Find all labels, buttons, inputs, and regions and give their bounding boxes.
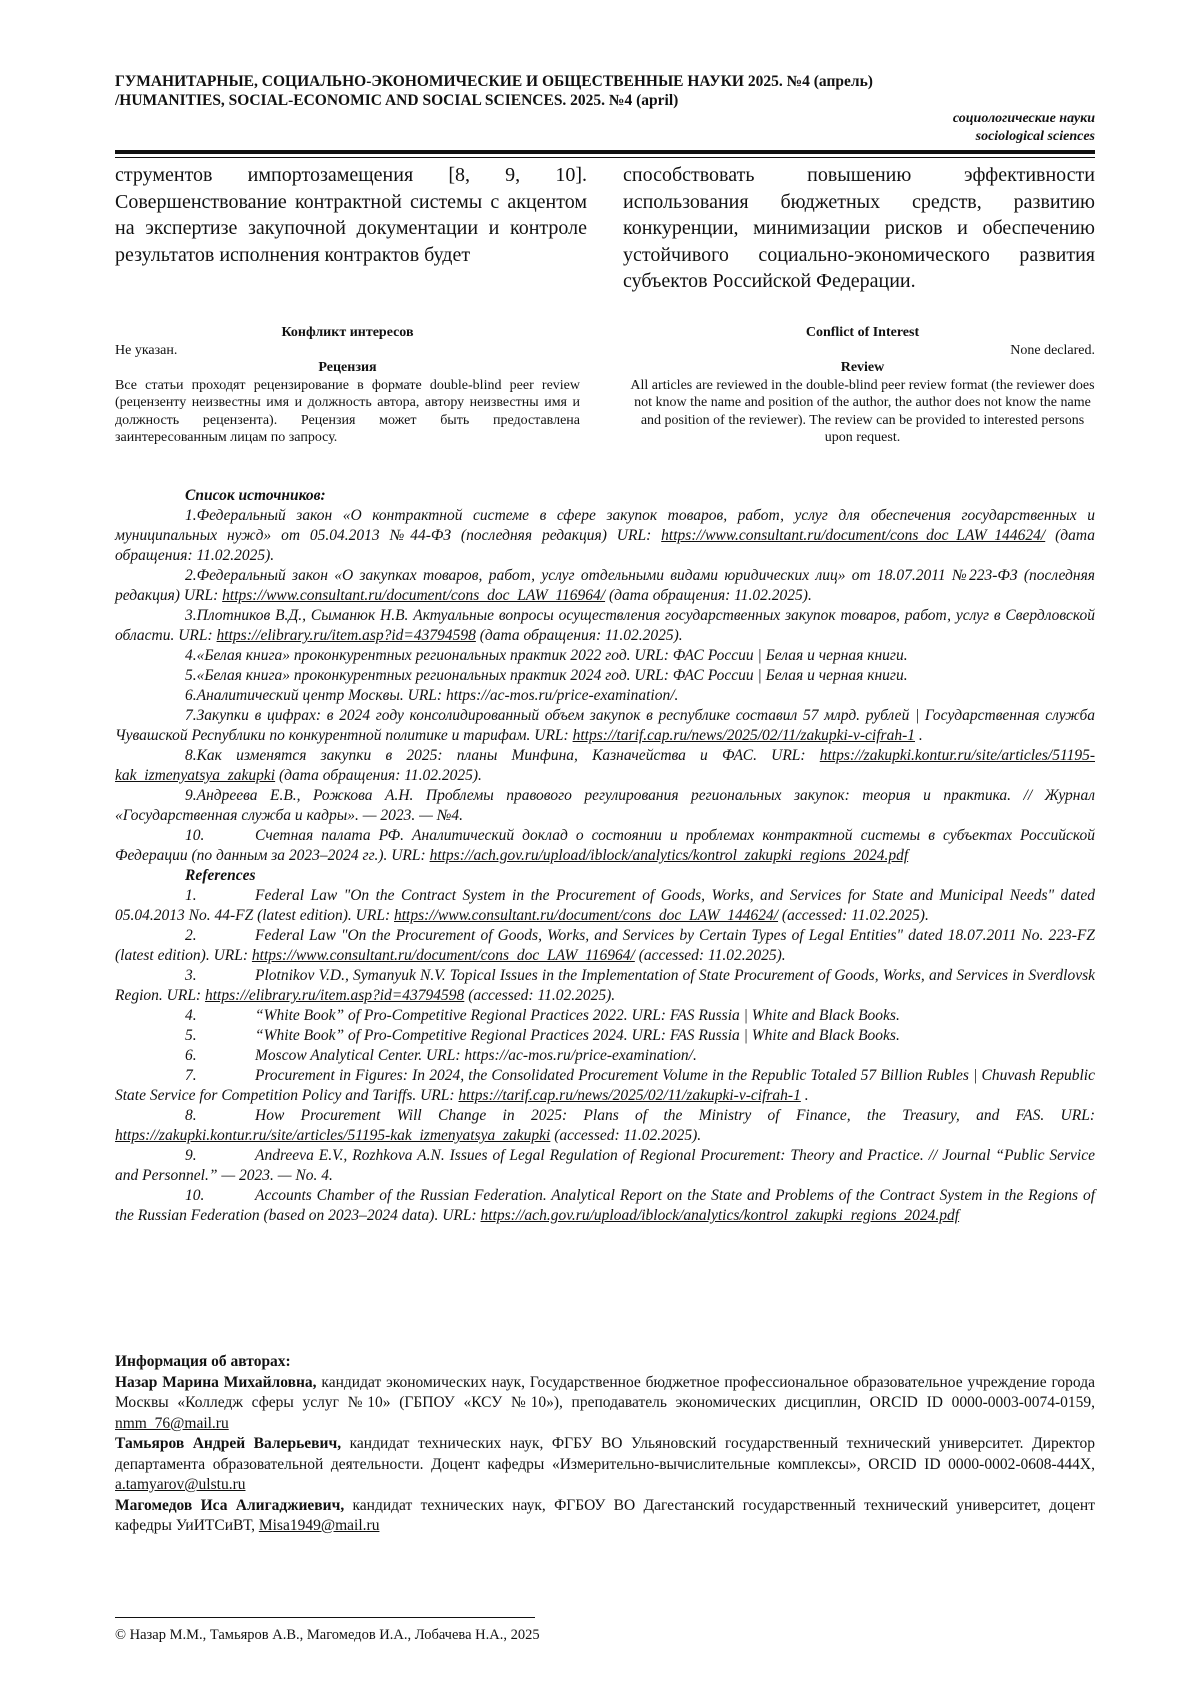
section-ru: социологические науки	[952, 111, 1095, 126]
reference-number: 3.	[185, 967, 197, 984]
source-number: 9.	[185, 787, 197, 804]
conflict-title-en: Conflict of Interest	[805, 325, 920, 340]
source-item	[115, 506, 1095, 566]
review-text-ru: Все статьи проходят рецензирование в формате double-blind peer review (рецензенту неизвестны имя и должность автора, автору неизвестны имя и должность рецензента). Рецензия может быть предоставлена заинтересованным лицам по запросу.	[115, 377, 580, 445]
author-email[interactable]: nmm_76@mail.ru	[115, 1414, 229, 1432]
author-name: Назар Марина Михайловна,	[115, 1373, 317, 1391]
journal-title-en: /HUMANITIES, SOCIAL-ECONOMIC AND SOCIAL SCIENCES. 2025. №4 (april)	[115, 92, 679, 109]
source-number: 3.	[185, 607, 197, 624]
source-text: Федеральный закон «О закупках товаров, работ, услуг отдельными видами юридических лиц» от 18.07.2011 №223-ФЗ (последняя редакция) URL:	[115, 567, 1095, 604]
source-text: Федеральный закон «О контрактной системе в сфере закупок товаров, работ, услуг для обеспечения государственных и муниципальных нужд» от 05.04.2013 №44-ФЗ (последняя редакция) URL:	[115, 507, 1095, 544]
reference-link[interactable]: https://zakupki.kontur.ru/site/articles/51195-kak_izmenyatsya_zakupki	[115, 1127, 551, 1144]
author-details: кандидат экономических наук, Государственное бюджетное профессиональное образовательное учреждение города Москвы «Колледж сферы услуг №10» (ГБПОУ «КСУ №10»), преподаватель экономических дисциплин, ORCID ID 0000-0003-0074-0159,	[115, 1373, 1095, 1411]
reference-item	[115, 886, 1095, 926]
journal-title-ru: ГУМАНИТАРНЫЕ, СОЦИАЛЬНО-ЭКОНОМИЧЕСКИЕ И ОБЩЕСТВЕННЫЕ НАУКИ 2025. №4 (апрель)	[115, 73, 873, 90]
body-column-left: струментов импортозамещения [8, 9, 10]. Совершенствование контрактной системы с акцентом на экспертизе закупочной документации и контроле результатов исполнения контрактов будет	[115, 164, 587, 266]
reference-number: 2.	[185, 927, 197, 944]
body-column-right: способствовать повышению эффективности использования бюджетных средств, развитию конкуренции, минимизации рисков и обеспечению устойчивого социально-экономического развития субъектов Российской Федерации.	[623, 164, 1095, 292]
reference-number: 5.	[185, 1027, 197, 1044]
source-item	[115, 826, 1095, 866]
reference-item	[115, 1046, 1095, 1066]
reference-link[interactable]: https://www.consultant.ru/document/cons_doc_LAW_116964/	[251, 947, 635, 964]
copyright-note: © Назар М.М., Тамьяров А.В., Магомедов И.А., Лобачева Н.А., 2025	[115, 1627, 540, 1643]
source-link[interactable]: https://www.consultant.ru/document/cons_doc_LAW_144624/	[661, 527, 1046, 544]
author-name: Тамьяров Андрей Валерьевич,	[115, 1435, 342, 1452]
reference-tail: (accessed: 11.02.2025).	[464, 987, 616, 1004]
references-title: References	[185, 867, 256, 884]
reference-item	[115, 966, 1095, 1006]
reference-item	[115, 1006, 1095, 1026]
footnote-rule	[115, 1617, 535, 1618]
section-tag	[953, 110, 1095, 146]
reference-number: 8.	[185, 1107, 197, 1124]
reference-number: 7.	[185, 1067, 197, 1084]
reference-item	[115, 1146, 1095, 1186]
author-info	[115, 1352, 1095, 1537]
sources-title: Список источников:	[185, 487, 326, 504]
review-title-ru: Рецензия	[318, 360, 377, 375]
header-rule-thin	[115, 157, 1095, 158]
author-details: кандидат технических наук, ФГБОУ ВО Дагестанский государственный технический университет, доцент кафедры УиИТСиВТ,	[115, 1496, 1095, 1534]
authors-title: Информация об авторах:	[115, 1353, 291, 1370]
reference-text: “White Book” of Pro-Competitive Regional Practices 2024. URL: FAS Russia | White and Black Books.	[255, 1027, 900, 1044]
sources-list	[115, 506, 1095, 866]
author-name: Магомедов Иса Алигаджиевич,	[115, 1496, 345, 1514]
body-text	[115, 162, 1095, 295]
source-item	[115, 566, 1095, 606]
source-number: 6.	[185, 687, 197, 704]
review-title-en: Review	[840, 360, 885, 375]
reference-link[interactable]: https://www.consultant.ru/document/cons_doc_LAW_144624/	[394, 907, 779, 924]
source-item	[115, 706, 1095, 746]
author-entry	[115, 1434, 1095, 1496]
source-number: 10.	[185, 827, 205, 844]
source-number: 7.	[185, 707, 197, 724]
reference-text: Moscow Analytical Center. URL: https://ac-mos.ru/price-examination/.	[255, 1047, 697, 1064]
reference-number: 9.	[185, 1147, 197, 1164]
source-link[interactable]: https://elibrary.ru/item.asp?id=43794598	[216, 627, 476, 644]
declarations	[115, 324, 1095, 447]
source-text: Закупки в цифрах: в 2024 году консолидированный объем закупок в республике составил 57 млрд. рублей | Государственная служба Чувашской Республики по конкурентной политике и тарифам. URL:	[115, 707, 1095, 744]
review-text-en: All articles are reviewed in the double-blind peer review format (the reviewer does not know the name and position of the author, the author does not know the name and position of the reviewer). The review can be provided to interested persons upon request.	[630, 377, 1095, 445]
section-en: sociological sciences	[975, 129, 1095, 144]
author-details: кандидат технических наук, ФГБУ ВО Ульяновский государственный технический университет. Директор департамента образовательной деятельности. Доцент кафедры «Измерительно-вычислительные комплексы», ORCID ID 0000-0002-0608-444X,	[115, 1435, 1095, 1473]
source-number: 5.	[185, 667, 197, 684]
reference-tail: (accessed: 11.02.2025).	[550, 1127, 702, 1144]
declarations-ru	[115, 324, 580, 447]
reference-link[interactable]: https://ach.gov.ru/upload/iblock/analytics/kontrol_zakupki_regions_2024.pdf	[480, 1207, 960, 1224]
reference-text: Federal Law "On the Contract System in the Procurement of Goods, Works, and Services for State and Municipal Needs" dated 05.04.2013 No. 44-FZ (latest edition). URL:	[115, 887, 1095, 924]
source-item	[115, 786, 1095, 826]
reference-number: 10.	[185, 1187, 205, 1204]
conflict-title-ru: Конфликт интересов	[281, 325, 414, 340]
reference-text: Accounts Chamber of the Russian Federation. Analytical Report on the State and Problems of the Contract System in the Regions of the Russian Federation (based on 2023–2024 data). URL:	[115, 1187, 1095, 1224]
reference-tail: (accessed: 11.02.2025).	[634, 947, 786, 964]
source-text: Плотников В.Д., Сыманюк Н.В. Актуальные вопросы осуществления государственных закупок товаров, работ, услуг в Свердловской области. URL:	[115, 607, 1095, 644]
reference-text: “White Book” of Pro-Competitive Regional Practices 2022. URL: FAS Russia | White and Black Books.	[255, 1007, 900, 1024]
reference-item	[115, 1066, 1095, 1106]
reference-link[interactable]: https://elibrary.ru/item.asp?id=43794598	[204, 987, 465, 1004]
conflict-text-en: None declared.	[1010, 342, 1095, 358]
author-email[interactable]: Misa1949@mail.ru	[258, 1517, 380, 1534]
declarations-en	[630, 324, 1095, 447]
source-item	[115, 746, 1095, 786]
reference-item	[115, 1186, 1095, 1226]
source-number: 4.	[185, 647, 197, 664]
reference-lists	[115, 486, 1095, 1226]
author-entry	[115, 1373, 1095, 1435]
conflict-text-ru: Не указан.	[115, 342, 178, 358]
source-text: Как изменятся закупки в 2025: планы Минфина, Казначейства и ФАС. URL:	[196, 747, 820, 764]
source-text: Аналитический центр Москвы. URL: https://ac-mos.ru/price-examination/.	[196, 687, 679, 704]
source-text: «Белая книга» проконкурентных региональных практик 2024 год. URL: ФАС России | Белая и черная книги.	[196, 667, 908, 684]
reference-text: Procurement in Figures: In 2024, the Consolidated Procurement Volume in the Republic Totaled 57 Billion Rubles | Chuvash Republic State Service for Competition Policy and Tariffs. URL:	[115, 1067, 1095, 1104]
source-tail: (дата обращения: 11.02.2025).	[275, 767, 482, 784]
source-link[interactable]: https://ach.gov.ru/upload/iblock/analytics/kontrol_zakupki_regions_2024.pdf	[429, 847, 909, 864]
source-item	[115, 686, 1095, 706]
source-text: «Белая книга» проконкурентных региональных практик 2022 год. URL: ФАС России | Белая и черная книги.	[196, 647, 908, 664]
source-text: Счетная палата РФ. Аналитический доклад о состоянии и проблемах контрактной системы в субъектах Российской Федерации (по данным за 2023–2024 гг.). URL:	[115, 827, 1095, 864]
author-email[interactable]: a.tamyarov@ulstu.ru	[115, 1476, 246, 1493]
reference-item	[115, 1026, 1095, 1046]
reference-number: 6.	[185, 1047, 197, 1064]
reference-number: 4.	[185, 1007, 197, 1024]
source-link[interactable]: https://zakupki.kontur.ru/site/articles/51195-kak_izmenyatsya_zakupki	[115, 747, 1095, 784]
reference-text: Federal Law "On the Procurement of Goods, Works, and Services by Certain Types of Legal Entities" dated 18.07.2011 No. 223-FZ (latest edition). URL:	[115, 927, 1095, 964]
reference-tail: (accessed: 11.02.2025).	[778, 907, 929, 924]
reference-text: Andreeva E.V., Rozhkova A.N. Issues of Legal Regulation of Regional Procurement: Theory and Practice. // Journal “Public Service and Personnel.” — 2023. — No. 4.	[115, 1147, 1095, 1184]
source-tail: .	[914, 727, 923, 744]
reference-item	[115, 1106, 1095, 1146]
source-number: 8.	[185, 747, 197, 764]
author-entry	[115, 1496, 1095, 1537]
references-list	[115, 886, 1095, 1226]
reference-tail: .	[800, 1087, 809, 1104]
source-link[interactable]: https://www.consultant.ru/document/cons_doc_LAW_116964/	[222, 587, 606, 604]
header-rule-thick	[115, 150, 1095, 154]
source-tail: (дата обращения: 11.02.2025).	[605, 587, 812, 604]
source-text: Андреева Е.В., Рожкова А.Н. Проблемы правового регулирования региональных закупок: теория и практика. // Журнал «Государственная служба и кадры». — 2023. — №4.	[115, 787, 1095, 824]
reference-text: How Procurement Will Change in 2025: Plans of the Ministry of Finance, the Treasury, and FAS. URL:	[255, 1107, 1095, 1124]
source-link[interactable]: https://tarif.cap.ru/news/2025/02/11/zakupki-v-cifrah-1	[572, 727, 915, 744]
reference-number: 1.	[185, 887, 197, 904]
reference-text: Plotnikov V.D., Symanyuk N.V. Topical Issues in the Implementation of State Procurement of Goods, Works, and Services in Sverdlovsk Region. URL:	[115, 967, 1095, 1004]
reference-item	[115, 926, 1095, 966]
source-tail: (дата обращения: 11.02.2025).	[475, 627, 683, 644]
reference-link[interactable]: https://tarif.cap.ru/news/2025/02/11/zakupki-v-cifrah-1	[458, 1087, 801, 1104]
source-tail: (дата обращения: 11.02.2025).	[115, 527, 1096, 564]
source-item	[115, 646, 1095, 666]
source-item	[115, 666, 1095, 686]
journal-header	[115, 72, 1095, 110]
source-number: 1.	[185, 507, 197, 524]
source-number: 2.	[185, 567, 197, 584]
source-item	[115, 606, 1095, 646]
